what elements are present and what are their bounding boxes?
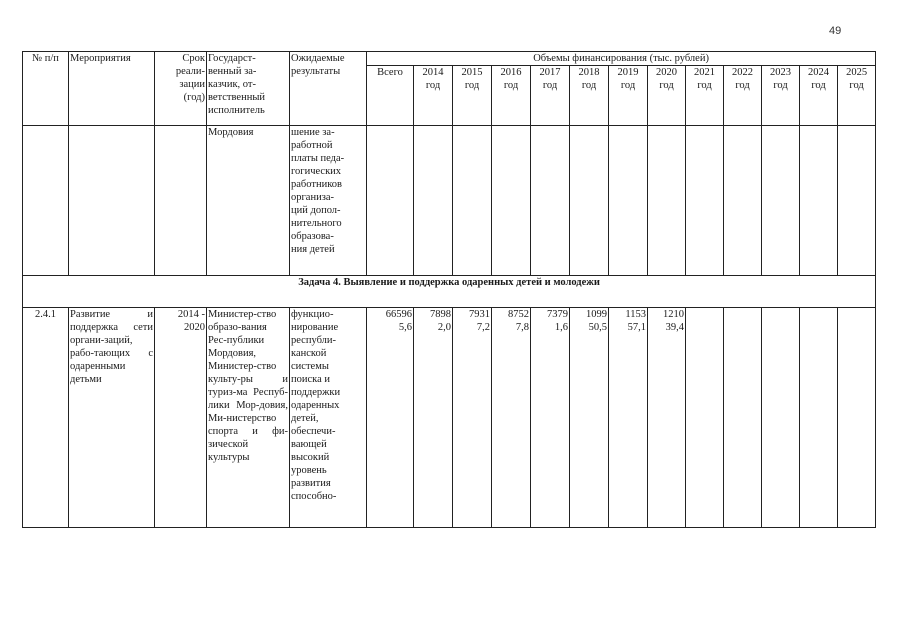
cell-year [762, 308, 800, 528]
cell-num [23, 126, 69, 276]
header-executor: Государст- венный за- казчик, от- ветственный исполнитель [207, 52, 290, 126]
header-year: 2017 год [531, 66, 570, 126]
cell-results: шение за- работной платы педа- гогических работников организа- ций допол- нительного образова- ния детей [290, 126, 367, 276]
header-year: 2016 год [492, 66, 531, 126]
cell-year [800, 126, 838, 276]
cell-year [724, 126, 762, 276]
table-row [23, 126, 876, 276]
cell-year [724, 308, 762, 528]
cell-term [155, 126, 207, 276]
cell-year [838, 308, 876, 528]
cell-year: 1153 57,1 [609, 308, 648, 528]
cell-executor: Мордовия [207, 126, 290, 276]
cell-year: 1099 50,5 [570, 308, 609, 528]
cell-year [800, 308, 838, 528]
header-row [23, 52, 876, 66]
cell-year [531, 126, 570, 276]
table-row [23, 308, 876, 528]
header-year: 2021 год [686, 66, 724, 126]
header-year: 2024 год [800, 66, 838, 126]
header-year: 2015 год [453, 66, 492, 126]
cell-year [570, 126, 609, 276]
cell-term: 2014 - 2020 [155, 308, 207, 528]
cell-executor: Министер-ство образо-вания Рес-публики Мордовия, Министер-ство культу-ры и туриз-ма Респуб-лики Мор-довия, Ми-нистерство спорта и фи-зической культуры [207, 308, 290, 528]
header-year: 2014 год [414, 66, 453, 126]
financing-table [22, 51, 876, 528]
cell-year [414, 126, 453, 276]
cell-year [492, 126, 531, 276]
cell-year: 7931 7,2 [453, 308, 492, 528]
header-results: Ожидаемые результаты [290, 52, 367, 126]
cell-year [838, 126, 876, 276]
page-number: 49 [829, 25, 842, 37]
cell-year [762, 126, 800, 276]
cell-year [686, 308, 724, 528]
cell-results: функцио- нирование республи- канской системы поиска и поддержки одаренных детей, обеспечи- вающей высокий уровень развития способно- [290, 308, 367, 528]
header-year: 2019 год [609, 66, 648, 126]
cell-total: 66596 5,6 [367, 308, 414, 528]
cell-year [609, 126, 648, 276]
task-title: Задача 4. Выявление и поддержка одаренных детей и молодежи [23, 276, 876, 308]
header-year: 2022 год [724, 66, 762, 126]
cell-year [453, 126, 492, 276]
cell-event [69, 126, 155, 276]
header-year: 2025 год [838, 66, 876, 126]
cell-num: 2.4.1 [23, 308, 69, 528]
header-year: 2023 год [762, 66, 800, 126]
cell-event: Развитие и поддержка сети органи-заций, рабо-тающих с одаренными детьми [69, 308, 155, 528]
cell-year [686, 126, 724, 276]
task-row [23, 276, 876, 308]
header-financing: Объемы финансирования (тыс. рублей) [367, 52, 876, 66]
header-year: 2020 год [648, 66, 686, 126]
header-num: № п/п [23, 52, 69, 126]
cell-total [367, 126, 414, 276]
header-year: 2018 год [570, 66, 609, 126]
cell-year: 8752 7,8 [492, 308, 531, 528]
cell-year [648, 126, 686, 276]
cell-year: 1210 39,4 [648, 308, 686, 528]
header-events: Мероприятия [69, 52, 155, 126]
header-term: Срок реали- зации (год) [155, 52, 207, 126]
cell-year: 7898 2,0 [414, 308, 453, 528]
cell-year: 7379 1,6 [531, 308, 570, 528]
header-total: Всего [367, 66, 414, 126]
